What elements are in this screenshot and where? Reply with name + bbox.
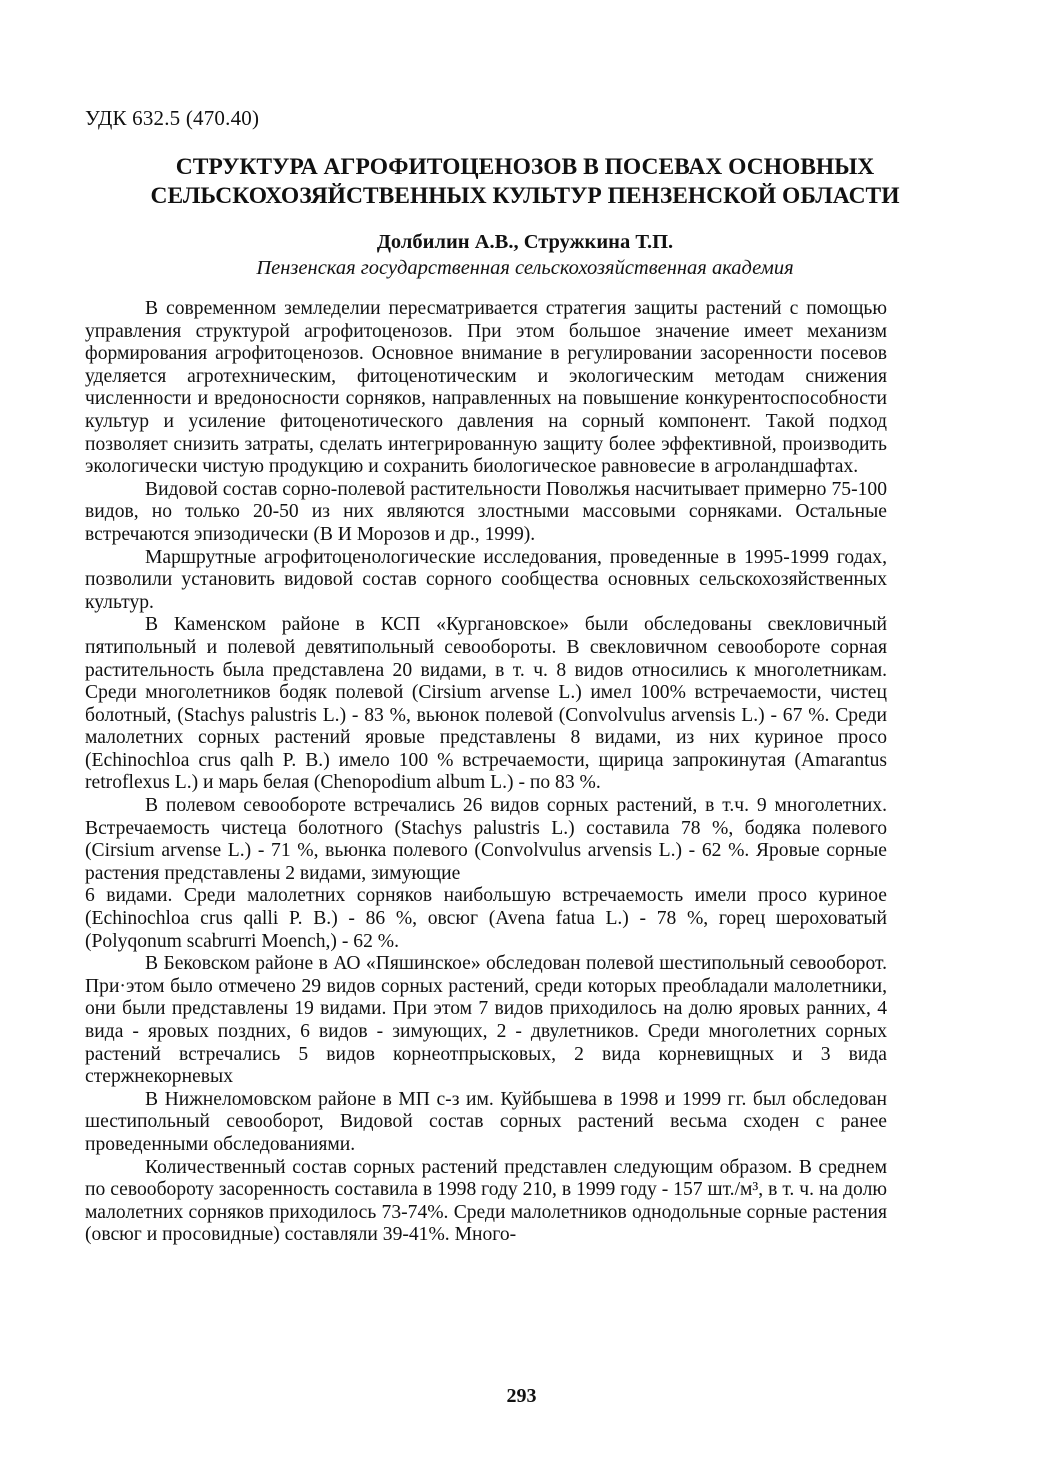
paragraph: В Бековском районе в АО «Пяшинское» обследован полевой шестипольный севооборот. При·этом было отмечено 29 видов сорных растений, среди которых преобладали малолетники, они были представлены 19 видами. При этом 7 видов приходилось на долю яровых ранних, 4 вида - яровых поздних, 6 видов - зимующих, 2 - двулетников. Среди многолетних сорных растений встречались 5 видов корнеотпрысковых, 2 вида корневищных и 3 вида стержнекорневых xyxy=(85,953,887,1088)
paragraph: 6 видами. Среди малолетних сорняков наибольшую встречаемость имели просо куриное (Echinochloa crus qalli P. B.) - 86 %, овсюг (Avena fatua L.) - 78 %, горец шероховатый (Polyqonum scabrurri Moench,) - 62 %. xyxy=(85,885,887,952)
paragraph: Маршрутные агрофитоценологические исследования, проведенные в 1995-1999 годах, позволили установить видовой состав сорного сообщества основных сельскохозяйственных культур. xyxy=(85,546,887,613)
paragraph: В Нижнеломовском районе в МП с-з им. Куйбышева в 1998 и 1999 гг. был обследован шестипольный севооборот, Видовой состав сорных растений весьма сходен с ранее проведенными обследованиями. xyxy=(85,1088,887,1155)
paragraph: В современном земледелии пересматривается стратегия защиты растений с помощью управления структурой агрофитоценозов. При этом большое значение имеет механизм формирования агрофитоценозов. Основное внимание в регулировании засоренности посевов уделяется агротехническим, фитоценотическим и экологическим методам снижения численности и вредоносности сорняков, направленных на повышение конкурентоспособности культур и усиление фитоценотического давления на сорный компонент. Такой подход позволяет снизить затраты, сделать интегрированную защиту более эффективной, производить экологически чистую продукцию и сохранить биологическое равновесие в агроландшафтах. xyxy=(85,298,887,478)
paragraph: Количественный состав сорных растений представлен следующим образом. В среднем по севообороту засоренность составила в 1998 году 210, в 1999 году - 157 шт./м³, в т. ч. на долю малолетних сорняков приходилось 73-74%. Среди малолетников однодольные сорные растения (овсюг и просовидные) составляли 39-41%. Много- xyxy=(85,1156,887,1246)
article-title xyxy=(85,153,965,211)
paragraph: В Каменском районе в КСП «Кургановское» были обследованы свекловичный пятипольный и полевой девятипольный севообороты. В свекловичном севообороте сорная растительность была представлена 20 видами, в т. ч. 8 видов относились к многолетникам. Среди многолетников бодяк полевой (Cirsium arvense L.) имел 100% встречаемости, чистец болотный, (Stachys palustris L.) - 83 %, вьюнок полевой (Convolvulus arvensis L.) - 67 %. Среди малолетних сорных растений яровые представлены 8 видами, из них куриное просо (Echinochloa crus qalh P. B.) имело 100 % встречаемости, щирица запрокинутая (Amarantus retroflexus L.) и марь белая (Chenopodium album L.) - по 83 %. xyxy=(85,614,887,794)
article-title-line-1: СТРУКТУРА АГРОФИТОЦЕНОЗОВ В ПОСЕВАХ ОСНОВНЫХ xyxy=(175,154,875,180)
page-number: 293 xyxy=(506,1385,537,1407)
paragraph: Видовой состав сорно-полевой растительности Поволжья насчитывает примерно 75-100 видов, но только 20-50 из них являются злостными массовыми сорняками. Остальные встречаются эпизодически (В И Морозов и др., 1999). xyxy=(85,478,887,545)
article-body xyxy=(85,298,887,1247)
udc-code: УДК 632.5 (470.40) xyxy=(85,106,260,130)
paragraph: В полевом севообороте встречались 26 видов сорных растений, в т.ч. 9 многолетних. Встречаемость чистеца болотного (Stachys palustris L.) составила 78 %, бодяка полевого (Cirsium arvense L.) - 71 %, вьюнка полевого (Convolvulus arvensis L.) - 62 %. Яровые сорные растения представлены 2 видами, зимующие xyxy=(85,795,887,884)
article-title-line-2: СЕЛЬСКОХОЗЯЙСТВЕННЫХ КУЛЬТУР ПЕНЗЕНСКОЙ ОБЛАСТИ xyxy=(150,183,900,209)
affiliation: Пензенская государственная сельскохозяйственная академия xyxy=(256,257,794,279)
authors: Долбилин А.В., Стружкина Т.П. xyxy=(376,231,674,253)
